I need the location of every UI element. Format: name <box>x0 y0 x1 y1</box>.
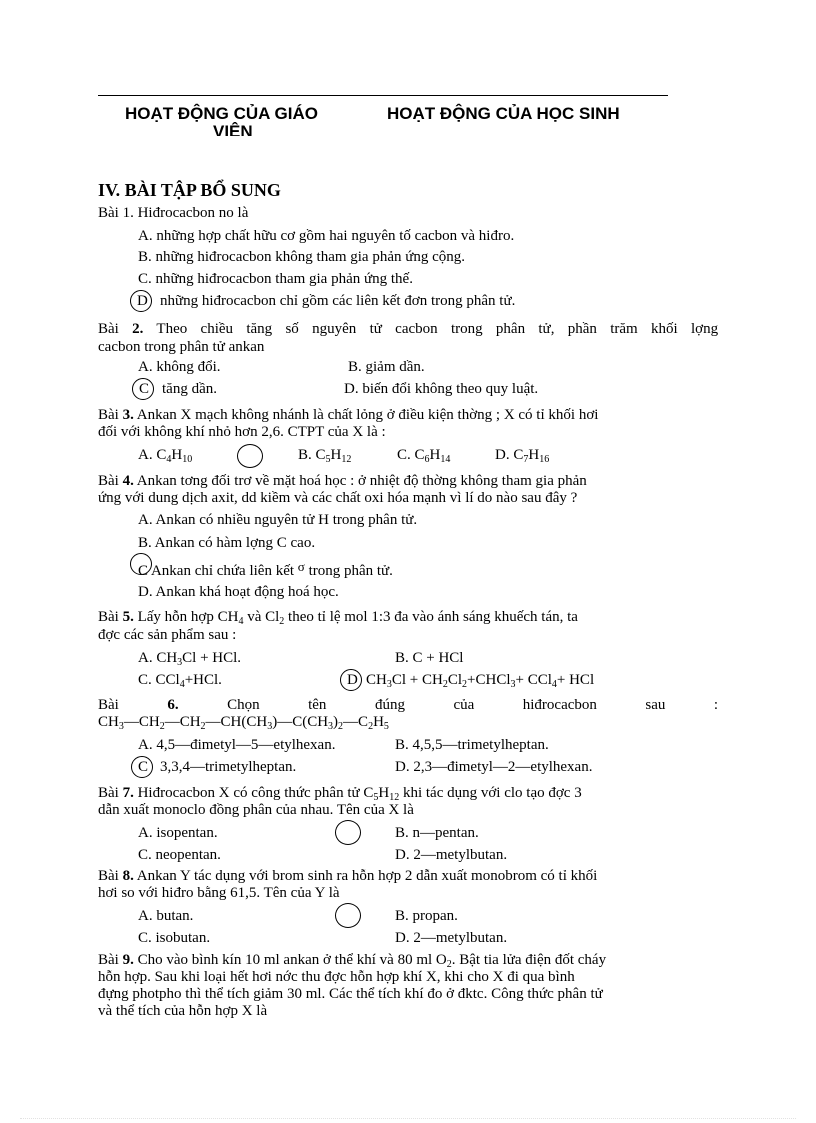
q5-d-s2: 2 <box>442 679 448 690</box>
q7-option-d: D. 2—metylbutan. <box>395 847 508 863</box>
q6-option-d: D. 2,3—đimetyl—2—etylhexan. <box>395 759 593 775</box>
q2-w6: cacbon <box>395 321 438 337</box>
q5-l1-s2: 2 <box>279 616 285 627</box>
q4-option-d: D. Ankan khá hoạt động hoá học. <box>138 584 339 600</box>
question-6-line1 <box>98 697 718 713</box>
q5-c-s1: 4 <box>179 679 185 690</box>
q6-f3s: 2 <box>200 721 206 732</box>
question-9-line1 <box>98 952 606 969</box>
q6-option-c: 3,3,4—trimetylheptan. <box>160 759 297 775</box>
q5-a-b: Cl + HCl. <box>182 650 242 666</box>
q2-label: Bài <box>98 321 119 337</box>
q6-f5: )—C(CH <box>272 714 329 730</box>
q6-w6: : <box>713 697 719 713</box>
q3-c-s1: 6 <box>424 454 430 465</box>
q4-option-c-post: trong phân tử. <box>308 563 393 579</box>
q5-d-e: + CCl <box>515 672 552 688</box>
q6-f7: —C <box>343 714 369 730</box>
q5-num: 5. <box>122 609 134 625</box>
q6-w0: Chọn <box>227 697 260 713</box>
q5-option-c <box>138 672 222 689</box>
question-5-line1 <box>98 609 578 626</box>
q6-w5: sau <box>645 697 666 713</box>
q9-l1-s: 2 <box>446 959 452 970</box>
header-rule <box>98 95 668 96</box>
q5-option-d <box>366 672 594 689</box>
q3-d-pre: D. C <box>495 447 524 463</box>
q6-f6s: 2 <box>338 721 344 732</box>
q6-f6: ) <box>333 714 339 730</box>
q6-f7s: 2 <box>368 721 374 732</box>
q7-l1-c: khi tác dụng với clo tạo đợc 3 <box>399 785 582 801</box>
q7-num: 7. <box>122 785 134 801</box>
q8-label: Bài <box>98 868 119 884</box>
q6-w3: của <box>453 697 475 713</box>
q3-d-s1: 7 <box>523 454 529 465</box>
q1-option-d-letter: D <box>137 293 148 309</box>
q3-c-s2: 14 <box>440 454 451 465</box>
q5-l1-s1: 4 <box>238 616 244 627</box>
question-2-line1 <box>98 321 718 337</box>
question-2-line2: cacbon trong phân tử ankan <box>98 339 265 355</box>
q4-line1-text: Ankan tơng đối trơ về mặt hoá học : ở nhiệt độ thờng không tham gia phản <box>136 473 587 489</box>
q7-option-c: C. neopentan. <box>138 847 221 863</box>
q3-a-s2: 10 <box>182 454 193 465</box>
q5-l1-c: theo tỉ lệ mol 1:3 đa vào ánh sáng khuếch tán, ta <box>284 609 578 625</box>
q2-w2: tăng <box>246 321 273 337</box>
q9-label: Bài <box>98 952 119 968</box>
header-teacher-col <box>125 104 318 124</box>
header-teacher-line1: HOẠT ĐỘNG CỦA GIÁO <box>125 104 318 123</box>
answer-circle-q3 <box>237 444 263 468</box>
q3-c-mid: H <box>429 447 441 463</box>
q5-label: Bài <box>98 609 119 625</box>
q7-l1-a: Hiđrocacbon X có công thức phân tử C <box>137 785 374 801</box>
q2-num: 2. <box>132 321 144 337</box>
q4-option-c <box>138 559 393 580</box>
q2-w3: số <box>285 321 299 337</box>
q6-w2: đúng <box>374 697 405 713</box>
q5-d-s5: 4 <box>551 679 557 690</box>
question-1-stem <box>98 205 248 222</box>
q5-option-b: B. C + HCl <box>395 650 464 666</box>
q7-option-a: A. isopentan. <box>138 825 218 841</box>
q6-f2: —CH <box>123 714 160 730</box>
q6-f8s: 5 <box>383 721 389 732</box>
q4-option-a: A. Ankan có nhiều nguyên tử H trong phân tử. <box>138 512 418 528</box>
question-3-line1 <box>98 407 598 424</box>
q8-num: 8. <box>122 868 134 884</box>
sigma-symbol: σ <box>297 559 305 574</box>
q6-f3: —CH <box>164 714 201 730</box>
q3-c-pre: C. C <box>397 447 425 463</box>
q2-w7: trong <box>450 321 483 337</box>
q8-option-a: A. butan. <box>138 908 194 924</box>
q5-c-b: +HCl. <box>184 672 222 688</box>
q9-l1-a: Cho vào bình kín 10 ml ankan ở thể khí và 80 ml O <box>137 952 447 968</box>
q5-d-s4: 3 <box>510 679 516 690</box>
q5-d-f: + HCl <box>556 672 595 688</box>
question-4-line1 <box>98 473 587 490</box>
header-student-col <box>387 104 620 124</box>
q9-l1-b: . Bật tia lửa điện đốt cháy <box>451 952 607 968</box>
q6-option-b: B. 4,5,5—trimetylheptan. <box>395 737 549 753</box>
q5-a-a: A. CH <box>138 650 178 666</box>
q8-line1-text: Ankan Y tác dụng với brom sinh ra hỗn hợp 2 dẫn xuất monobrom có tỉ khối <box>136 868 598 884</box>
q2-option-c: tăng dần. <box>162 381 217 397</box>
q6-f8: H <box>373 714 384 730</box>
q2-w9: tử, <box>538 321 555 337</box>
q2-w4: nguyên <box>312 321 357 337</box>
footer-dotted-line <box>20 1118 796 1119</box>
q9-num: 9. <box>122 952 134 968</box>
q3-a-pre: A. C <box>138 447 167 463</box>
q3-option-d <box>495 447 549 464</box>
q5-a-s1: 3 <box>177 657 183 668</box>
q6-f4: —CH(CH <box>205 714 268 730</box>
q3-d-s2: 16 <box>539 454 550 465</box>
q6-option-c-letter: C <box>138 759 149 775</box>
q1-option-c: C. những hiđrocacbon tham gia phản ứng thế. <box>138 271 413 287</box>
section-title: IV. BÀI TẬP BỔ SUNG <box>98 180 281 200</box>
q8-option-d: D. 2—metylbutan. <box>395 930 508 946</box>
q3-option-c <box>397 447 450 464</box>
question-3-line2: đối với không khí nhỏ hơn 2,6. CTPT của X là : <box>98 424 386 440</box>
q2-w12: khối <box>651 321 678 337</box>
q1-option-a: A. những hợp chất hữu cơ gồm hai nguyên tố cacbon và hiđro. <box>138 228 515 244</box>
header-teacher-line2: VIÊN <box>213 122 253 136</box>
question-6-formula <box>98 714 389 731</box>
q3-d-mid: H <box>528 447 540 463</box>
question-4-line2: ứng với dung dịch axit, dd kiềm và các chất oxi hóa mạnh vì lí do nào sau đây ? <box>98 490 578 506</box>
q6-label: Bài <box>98 697 119 713</box>
q8-option-b: B. propan. <box>395 908 458 924</box>
q7-option-b: B. n—pentan. <box>395 825 479 841</box>
q3-b-s1: 5 <box>325 454 331 465</box>
q5-d-s1: 3 <box>386 679 392 690</box>
q3-option-a <box>138 447 192 464</box>
q2-w11: trăm <box>610 321 638 337</box>
q2-option-c-letter: C <box>139 381 150 397</box>
q1-option-d: những hiđrocacbon chỉ gồm các liên kết đơn trong phân tử. <box>160 293 516 309</box>
q4-option-c-pre: Ankan chỉ chứa liên kết <box>150 563 295 579</box>
q3-label: Bài <box>98 407 119 423</box>
q5-d-b: Cl + CH <box>391 672 443 688</box>
q5-l1-b: và Cl <box>243 609 280 625</box>
q2-w1: chiều <box>200 321 234 337</box>
q3-line1-text: Ankan X mạch không nhánh là chất lỏng ở điều kiện thờng ; X có tỉ khối hơi <box>136 407 599 423</box>
question-7-line2: dẫn xuất monoclo đồng phân của nhau. Tên của X là <box>98 802 414 818</box>
q4-label: Bài <box>98 473 119 489</box>
q4-option-c-letter: C <box>138 563 149 579</box>
q3-option-b <box>298 447 351 464</box>
q6-f5s: 3 <box>328 721 334 732</box>
question-9-line4: và thể tích của hỗn hợp X là <box>98 1003 268 1019</box>
q2-w13: lợng <box>690 321 719 337</box>
q5-d-c: Cl <box>447 672 463 688</box>
q3-b-s2: 12 <box>341 454 352 465</box>
answer-circle-q7 <box>335 820 361 845</box>
header-student-label: HOẠT ĐỘNG CỦA HỌC SINH <box>387 104 620 123</box>
q3-b-mid: H <box>330 447 342 463</box>
q5-l1-a: Lấy hỗn hợp CH <box>137 609 239 625</box>
question-9-line2: hỗn hợp. Sau khi loại hết hơi nớc thu đợc hỗn hợp khí X, khi cho X đi qua bình <box>98 969 575 985</box>
q2-w0: Theo <box>156 321 188 337</box>
q5-c-a: C. CCl <box>138 672 180 688</box>
q2-option-a: A. không đổi. <box>138 359 221 375</box>
question-9-line3: đựng photpho thì thể tích giảm 30 ml. Các thể tích khí đo ở đktc. Công thức phân tử <box>98 986 603 1002</box>
q6-f1: CH <box>98 714 119 730</box>
answer-circle-q8 <box>335 903 361 928</box>
q7-l1-b: H <box>378 785 390 801</box>
q7-l1-s1: 5 <box>373 792 379 803</box>
q6-num: 6. <box>167 697 179 713</box>
q2-option-b: B. giảm dần. <box>348 359 425 375</box>
q4-option-b: B. Ankan có hàm lợng C cao. <box>138 535 316 551</box>
q7-label: Bài <box>98 785 119 801</box>
question-1-label: Bài 1. <box>98 205 134 221</box>
q6-f1s: 3 <box>118 721 124 732</box>
q5-option-d-letter: D <box>347 672 358 688</box>
q6-w1: tên <box>308 697 327 713</box>
question-8-line2: hơi so với hiđro bằng 61,5. Tên của Y là <box>98 885 340 901</box>
q2-w8: phân <box>495 321 526 337</box>
q3-a-s1: 4 <box>166 454 172 465</box>
q2-option-d: D. biến đổi không theo quy luật. <box>344 381 539 397</box>
q4-num: 4. <box>122 473 134 489</box>
q6-f2s: 2 <box>159 721 165 732</box>
q5-d-s3: 2 <box>462 679 468 690</box>
q2-w5: tử <box>369 321 382 337</box>
q8-option-c: C. isobutan. <box>138 930 211 946</box>
question-1-text: Hiđrocacbon no là <box>137 205 249 221</box>
q5-d-d: +CHCl <box>467 672 511 688</box>
q2-w10: phần <box>567 321 597 337</box>
header-teacher-line2-wrap <box>213 122 253 136</box>
question-8-line1 <box>98 868 597 885</box>
q3-a-mid: H <box>171 447 183 463</box>
q7-l1-s2: 12 <box>389 792 400 803</box>
q3-b-pre: B. C <box>298 447 326 463</box>
q3-num: 3. <box>122 407 134 423</box>
q1-option-b: B. những hiđrocacbon không tham gia phản ứng cộng. <box>138 249 466 265</box>
question-7-line1 <box>98 785 582 802</box>
q6-f4s: 3 <box>267 721 273 732</box>
q5-option-a <box>138 650 241 667</box>
q6-option-a: A. 4,5—đimetyl—5—etylhexan. <box>138 737 336 753</box>
q5-d-a: CH <box>366 672 387 688</box>
question-5-line2: đợc các sản phẩm sau : <box>98 627 237 643</box>
q6-w4: hiđrocacbon <box>522 697 597 713</box>
